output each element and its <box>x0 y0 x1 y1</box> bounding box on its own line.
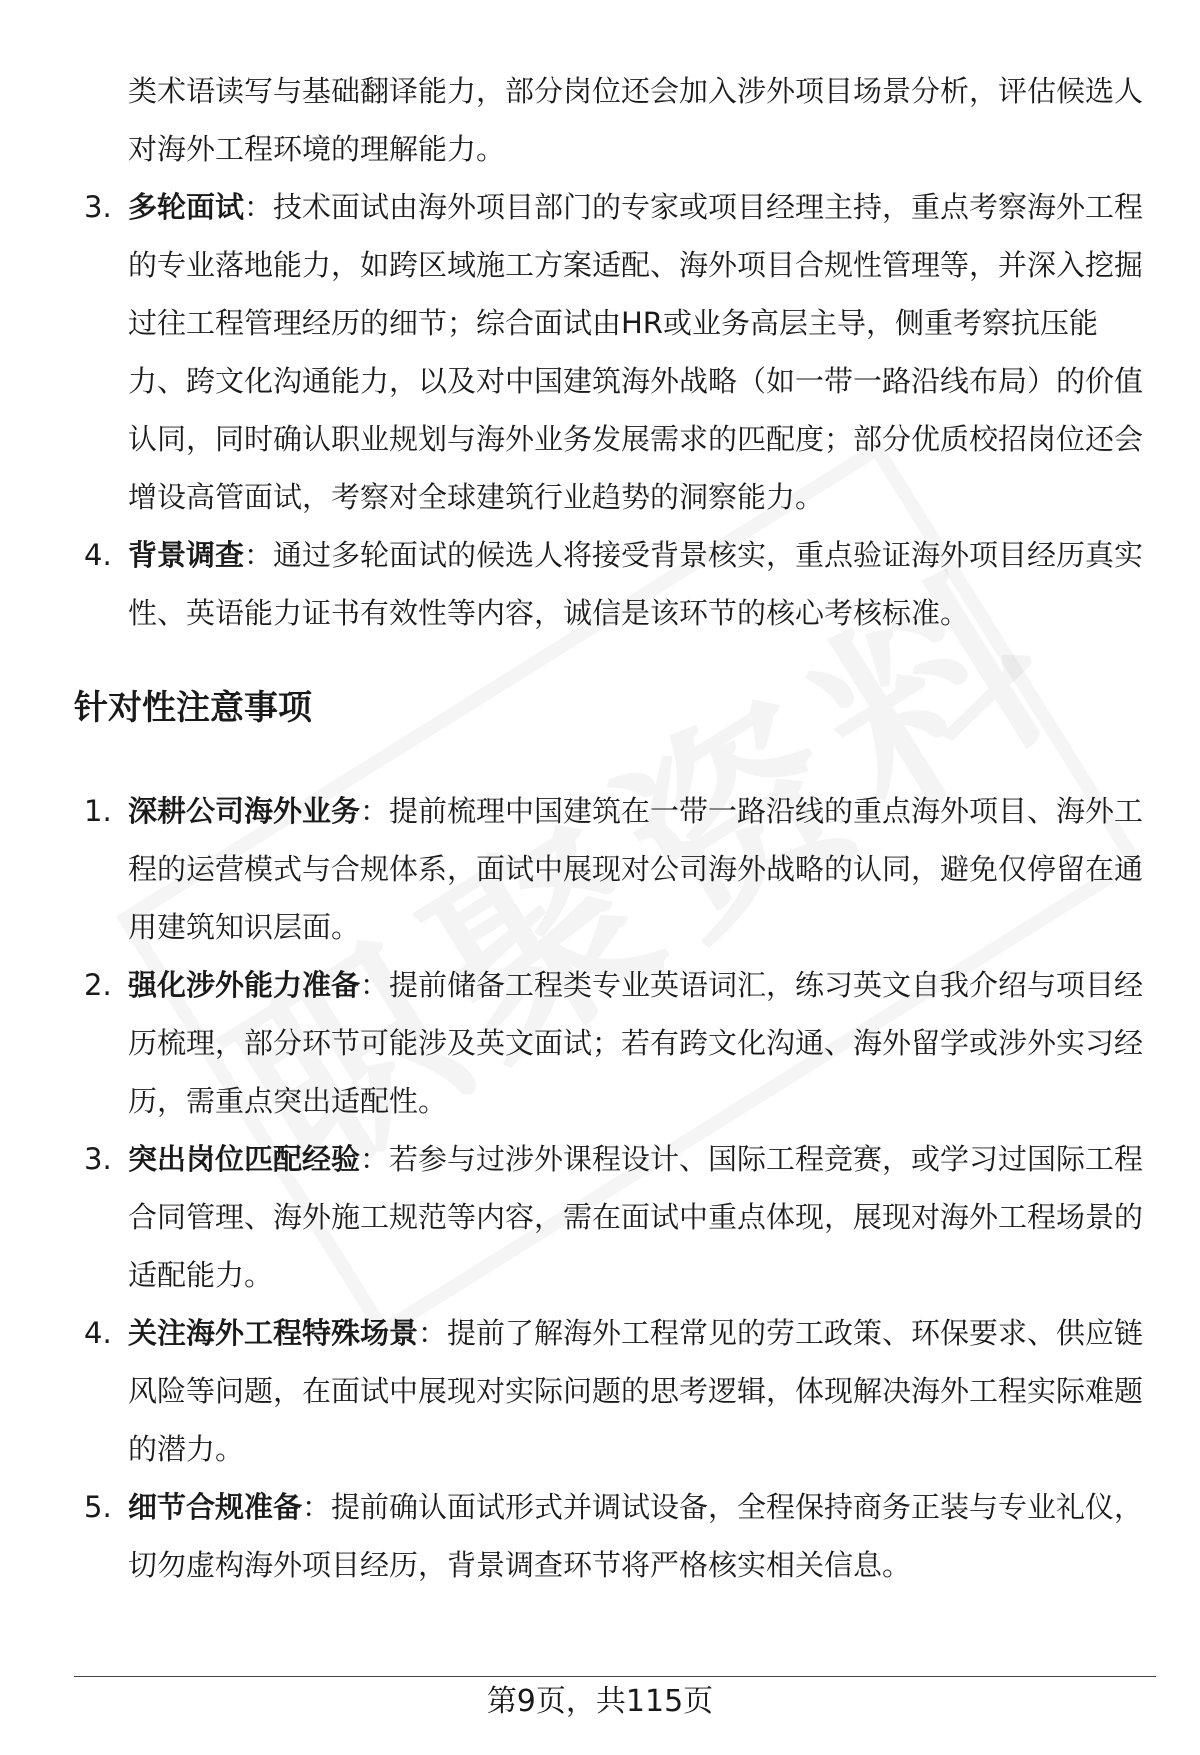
item-title: 突出岗位匹配经验 <box>128 1142 361 1176</box>
list-number: 4. <box>84 1316 112 1350</box>
item-text: 通过多轮面试的候选人将接受背景核实，重点验证海外项目经历真实性、英语能力证书有效性等内容，诚信是该环节的核心考核标准。 <box>128 538 1144 630</box>
list-number: 2. <box>84 968 112 1002</box>
item-text: 提前确认面试形式并调试设备，全程保持商务正装与专业礼仪，切勿虚构海外项目经历，背景调查环节将严格核实相关信息。 <box>128 1490 1144 1582</box>
page-content <box>74 62 1154 1594</box>
list-item <box>74 782 1154 956</box>
item-title: 细节合规准备 <box>128 1490 303 1524</box>
item-sep: ： <box>244 538 274 572</box>
list-number: 1. <box>84 794 112 828</box>
item-title: 背景调查 <box>128 538 245 572</box>
section-heading-wrap <box>74 642 1154 782</box>
footer-divider <box>74 1676 1156 1677</box>
item-sep: ： <box>302 1490 332 1524</box>
item-text: 提前储备工程类专业英语词汇，练习英文自我介绍与项目经历梳理，部分环节可能涉及英文面试；若有跨文化沟通、海外留学或涉外实习经历，需重点突出适配性。 <box>128 968 1144 1118</box>
item-sep: ： <box>360 1142 390 1176</box>
item-sep: ： <box>244 190 274 224</box>
page-footer: 第9页，共115页 <box>486 1684 714 1719</box>
item-text: 提前了解海外工程常见的劳工政策、环保要求、供应链风险等问题，在面试中展现对实际问题的思考逻辑，体现解决海外工程实际难题的潜力。 <box>128 1316 1144 1466</box>
item-title: 强化涉外能力准备 <box>128 968 361 1002</box>
intro-continuation: 类术语读写与基础翻译能力，部分岗位还会加入涉外项目场景分析，评估候选人对海外工程环境的理解能力。 <box>128 74 1144 166</box>
list-number: 4. <box>84 538 112 572</box>
list-item <box>74 526 1154 642</box>
item-title: 多轮面试 <box>128 190 245 224</box>
item-title: 深耕公司海外业务 <box>128 794 361 828</box>
interview-process-list <box>74 178 1154 642</box>
item-sep: ： <box>360 794 390 828</box>
list-number: 5. <box>84 1490 112 1524</box>
section-title: 针对性注意事项 <box>74 688 312 728</box>
item-text: 技术面试由海外项目部门的专家或项目经理主持，重点考察海外工程的专业落地能力，如跨区域施工方案适配、海外项目合规性管理等，并深入挖掘过往工程管理经历的细节；综合面试由HR或业务高层主导，侧重考察抗压能力、跨文化沟通能力，以及对中国建筑海外战略（如一带一路沿线布局）的价值认同，同时确认职业规划与海外业务发展需求的匹配度；部分优质校招岗位还会增设高管面试，考察对全球建筑行业趋势的洞察能力。 <box>128 190 1144 514</box>
item-text: 若参与过涉外课程设计、国际工程竞赛，或学习过国际工程合同管理、海外施工规范等内容，需在面试中重点体现，展现对海外工程场景的适配能力。 <box>128 1142 1144 1292</box>
list-item <box>74 178 1154 526</box>
notes-list <box>74 782 1154 1594</box>
list-number: 3. <box>84 190 112 224</box>
item-sep: ： <box>418 1316 448 1350</box>
list-item <box>74 1478 1154 1594</box>
list-number: 3. <box>84 1142 112 1176</box>
item-title: 关注海外工程特殊场景 <box>128 1316 419 1350</box>
list-item <box>74 1304 1154 1478</box>
list-item <box>74 956 1154 1130</box>
item-sep: ： <box>360 968 390 1002</box>
item-text: 提前梳理中国建筑在一带一路沿线的重点海外项目、海外工程的运营模式与合规体系，面试中展现对公司海外战略的认同，避免仅停留在通用建筑知识层面。 <box>128 794 1144 944</box>
list-item <box>74 1130 1154 1304</box>
